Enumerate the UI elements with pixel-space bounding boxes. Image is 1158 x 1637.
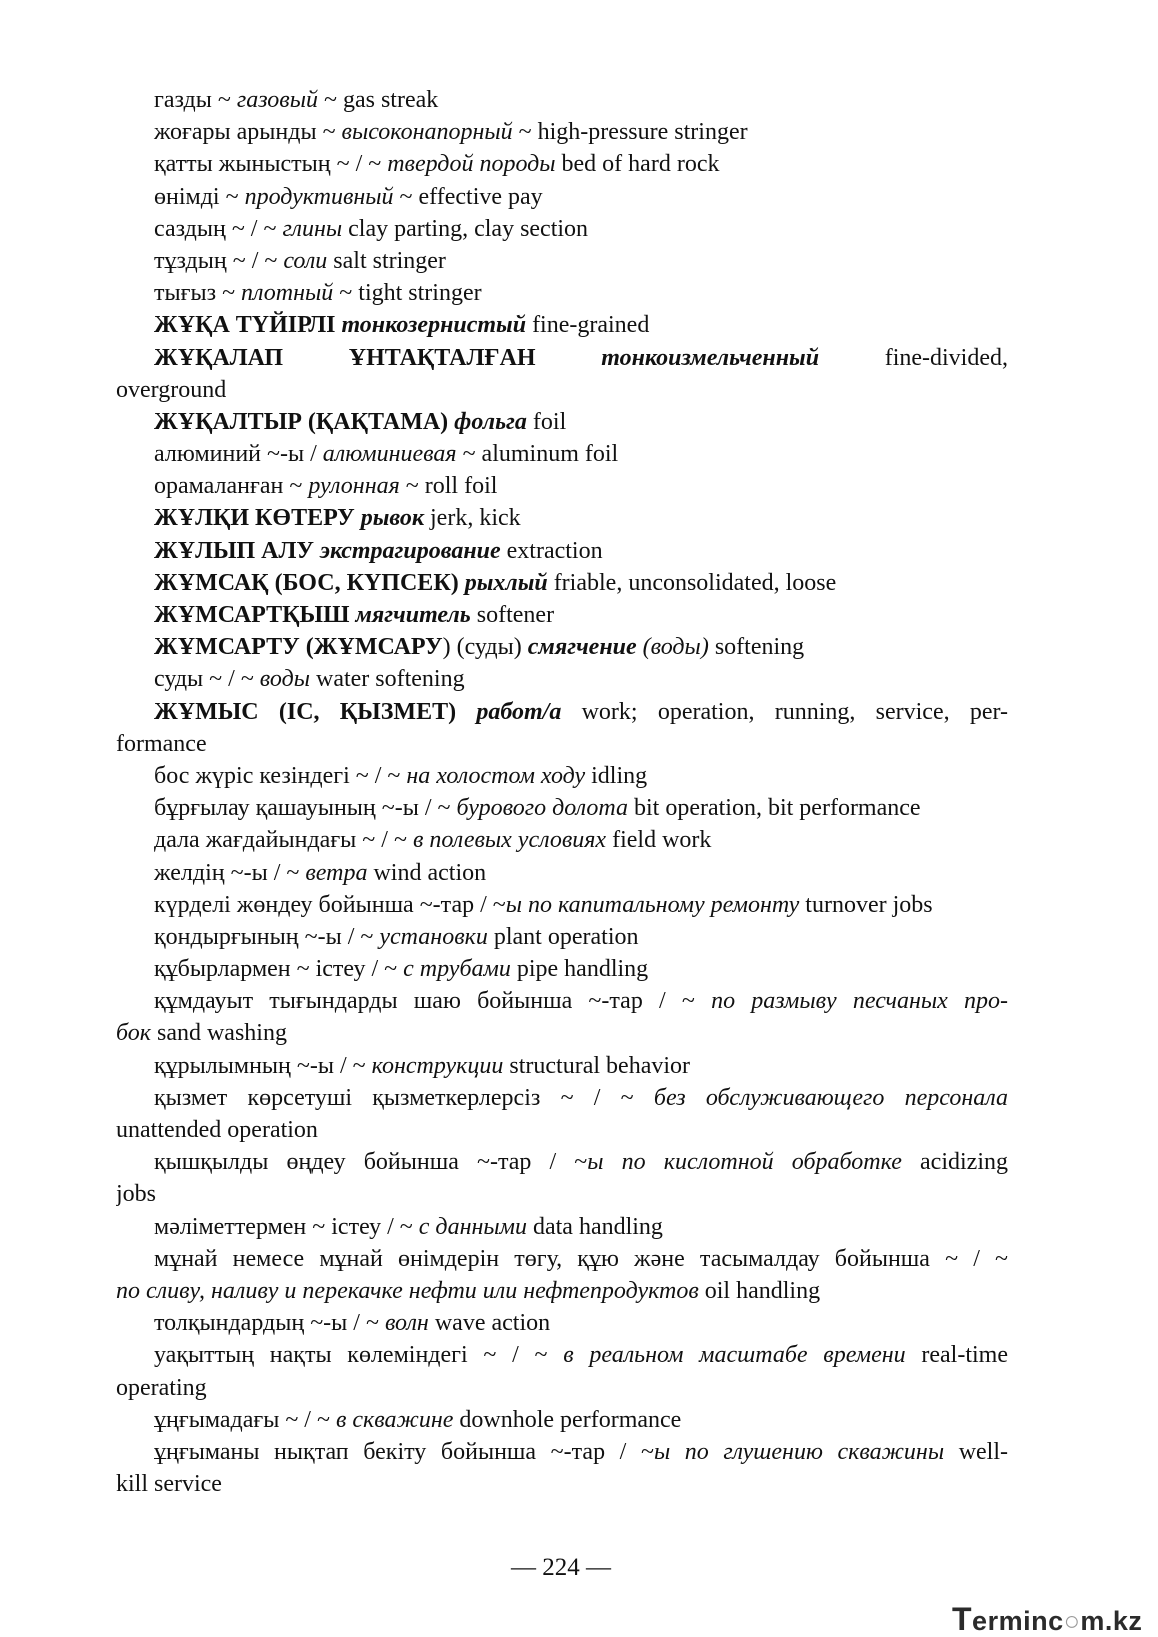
entry-text: salt stringer xyxy=(327,247,446,274)
headword: ЖҰЛҚИ КӨТЕРУ xyxy=(154,505,355,532)
entry-line xyxy=(116,567,1008,599)
entry-line xyxy=(116,1211,1008,1243)
entry-text: ұңғыманы нықтап бекіту бойынша ~-тар / ~ xyxy=(154,1438,654,1465)
russian-term: по сливу, наливу и перекачке нефти или нефтепродуктов xyxy=(116,1277,699,1304)
entry-text: bed of hard rock xyxy=(555,151,720,178)
entry-text: алюминий ~-ы / xyxy=(154,441,323,468)
entry-text xyxy=(456,699,476,725)
entry-text: тұздың ~ / ~ xyxy=(154,247,284,274)
entry-text: ~ aluminum foil xyxy=(456,441,619,468)
russian-term: плотный xyxy=(241,280,334,307)
entry-text: ~ high-pressure stringer xyxy=(512,119,748,146)
entry-line xyxy=(116,760,1008,792)
entry-line xyxy=(116,148,1008,180)
entry-text: extraction xyxy=(500,537,603,564)
entry-text: мәліметтермен ~ істеу / ~ xyxy=(154,1213,419,1240)
entry-text: plant operation xyxy=(487,923,639,950)
entry-text: дала жағдайындағы ~ / ~ xyxy=(154,827,413,854)
watermark-text-erminc: erminc xyxy=(972,1606,1064,1636)
russian-headword: рывок xyxy=(360,505,425,532)
entry-text: суды ~ / ~ xyxy=(154,666,260,693)
entry-text: idling xyxy=(585,762,648,789)
entry-line xyxy=(116,502,1008,534)
entry-text: work; operation, running, service, per- xyxy=(561,698,1008,725)
entry-line xyxy=(116,84,1008,116)
entry-text: өнімді ~ xyxy=(154,183,245,210)
entry-line xyxy=(116,696,1008,728)
entry-text: unattended operation xyxy=(116,1117,318,1143)
entry-line xyxy=(116,342,1008,374)
russian-headword: работ/а xyxy=(476,698,562,725)
entry-text xyxy=(283,345,349,371)
entry-line xyxy=(116,1436,1008,1468)
entry-text: acidizing xyxy=(901,1149,1008,1176)
entry-line xyxy=(116,309,1008,341)
russian-term: бок xyxy=(116,1020,151,1047)
entry-text: real-time xyxy=(905,1342,1008,1369)
russian-term: твердой породы xyxy=(387,151,556,178)
entry-text: oil handling xyxy=(698,1277,821,1304)
russian-term: бурового долота xyxy=(456,795,628,822)
entry-text: fine-grained xyxy=(526,312,650,339)
entry-text: құрылымның ~-ы / ~ xyxy=(154,1052,372,1079)
headword: ЖҰҚАЛАП xyxy=(154,344,284,371)
russian-term: газовый xyxy=(236,87,318,113)
russian-term: ы по кислотной обработке xyxy=(587,1149,902,1176)
entry-text: pipe handling xyxy=(510,956,649,983)
entry-line xyxy=(116,631,1008,663)
entry-line xyxy=(116,1178,1008,1210)
watermark-magnifier-icon: ○ xyxy=(1063,1606,1081,1636)
entry-text: formance xyxy=(116,730,207,757)
entry-text: sand washing xyxy=(150,1020,287,1047)
entry-line xyxy=(116,1017,1008,1049)
entry-line xyxy=(116,1050,1008,1082)
russian-term: продуктивный xyxy=(244,183,394,210)
entry-line xyxy=(116,728,1008,760)
entry-line xyxy=(116,792,1008,824)
entry-text: бос жүріс кезіндегі ~ / ~ xyxy=(154,762,407,789)
headword: ҰНТАҚТАЛҒАН xyxy=(348,344,536,371)
entry-line xyxy=(116,599,1008,631)
entry-text: ~ roll foil xyxy=(399,473,498,500)
entry-line xyxy=(116,535,1008,567)
headword: ЖҰҚА ТҮЙІРЛІ xyxy=(154,312,336,339)
russian-term: в полевых условиях xyxy=(412,827,607,854)
entry-line xyxy=(116,824,1008,856)
headword: ЖҰЛЫП АЛУ xyxy=(154,537,315,564)
entry-text: wind action xyxy=(367,859,487,886)
entry-text: data handling xyxy=(526,1213,663,1240)
russian-term: воды xyxy=(259,666,310,693)
entry-line xyxy=(116,406,1008,438)
entry-text: overground xyxy=(116,376,227,403)
entry-line xyxy=(116,245,1008,277)
entry-text: ұңғымадағы ~ / ~ xyxy=(154,1406,336,1433)
russian-term: в скважине xyxy=(335,1406,454,1433)
entry-line xyxy=(116,374,1008,406)
entry-text: jobs xyxy=(116,1181,157,1208)
watermark-text-mkz: m.kz xyxy=(1080,1606,1143,1636)
entry-text: құмдауыт тығындарды шаю бойынша ~-тар / ~ xyxy=(154,988,712,1015)
entry-text: fine-divided, xyxy=(819,344,1008,371)
russian-term: по размыву песчаных про- xyxy=(711,988,1008,1015)
entry-line xyxy=(116,1468,1008,1500)
page-number-value: 224 xyxy=(542,1554,580,1581)
entry-line xyxy=(116,1339,1008,1371)
entry-text: мұнай немесе мұнай өнімдерін төгу, құю және тасымалдау бойынша ~ / ~ xyxy=(154,1245,1008,1272)
russian-term: соли xyxy=(283,247,328,274)
entry-text: қызмет көрсетуші қызметкерлерсіз ~ / ~ xyxy=(154,1084,654,1111)
entry-text: құбырлармен ~ істеу / ~ xyxy=(154,956,404,983)
entry-text: field work xyxy=(606,827,712,854)
entry-line xyxy=(116,213,1008,245)
russian-term: ветра xyxy=(305,859,368,886)
entry-text: ~ effective pay xyxy=(393,183,543,210)
russian-headword: фольга xyxy=(454,408,527,435)
entry-line xyxy=(116,857,1008,889)
russian-term: ы по капитальному ремонту xyxy=(505,891,800,918)
russian-term: ы по глушению скважины xyxy=(653,1438,945,1465)
dictionary-entries xyxy=(116,84,1008,1500)
russian-term: с данными xyxy=(418,1213,527,1240)
entry-text: water softening xyxy=(309,666,465,693)
entry-text: clay parting, clay section xyxy=(342,215,589,242)
headword: ЖҰҚАЛТЫР (ҚАҚТАМА) xyxy=(154,408,449,435)
entry-text: ~ tight stringer xyxy=(333,280,482,307)
entry-text: қондырғының ~-ы / ~ xyxy=(154,923,380,950)
entry-text: ) (суды) xyxy=(442,634,528,661)
entry-line xyxy=(116,953,1008,985)
entry-text: жоғары арынды ~ xyxy=(154,119,342,146)
entry-line xyxy=(116,277,1008,309)
entry-text: орамаланған ~ xyxy=(154,473,309,500)
entry-text: wave action xyxy=(428,1310,551,1337)
entry-text: желдің ~-ы / ~ xyxy=(154,859,306,886)
entry-line xyxy=(116,1243,1008,1275)
entry-text: bit operation, bit performance xyxy=(628,795,921,822)
entry-text: саздың ~ / ~ xyxy=(154,215,283,242)
entry-text: well- xyxy=(944,1438,1008,1465)
headword: ЖҰМСАРТУ (ЖҰМСАРУ xyxy=(154,634,443,661)
headword: ЖҰМСАРТҚЫШ xyxy=(154,602,350,628)
russian-headword: рыхлый xyxy=(464,569,548,596)
entry-text: ~ gas streak xyxy=(317,87,439,113)
russian-headword: экстрагирование xyxy=(320,537,501,564)
russian-headword: тонкозернистый xyxy=(341,312,527,339)
entry-text: қышқылды өңдеу бойынша ~-тар / ~ xyxy=(154,1149,588,1176)
entry-line xyxy=(116,889,1008,921)
entry-text: downhole performance xyxy=(453,1406,682,1433)
russian-term: волн xyxy=(384,1310,429,1337)
entry-line xyxy=(116,1372,1008,1404)
entry-text: jerk, kick xyxy=(424,505,521,532)
entry-line xyxy=(116,470,1008,502)
page-number-dash-left: — xyxy=(511,1554,543,1581)
entry-text xyxy=(536,345,602,371)
entry-line xyxy=(116,1146,1008,1178)
russian-term: на холостом ходу xyxy=(406,762,586,789)
entry-line xyxy=(116,438,1008,470)
entry-text: softener xyxy=(470,602,555,628)
headword: ЖҰМСАҚ (БОС, КҮПСЕК) xyxy=(154,569,459,596)
entry-text: тығыз ~ xyxy=(154,280,242,307)
watermark-letter-t: T xyxy=(952,1601,973,1637)
russian-term: глины xyxy=(282,215,343,242)
entry-text: бұрғылау қашауының ~-ы / ~ xyxy=(154,795,457,822)
entry-line xyxy=(116,1082,1008,1114)
entry-text: friable, unconsolidated, loose xyxy=(547,569,837,596)
page-number xyxy=(0,1553,1122,1583)
entry-line xyxy=(116,1307,1008,1339)
russian-headword: смягчение xyxy=(527,634,637,661)
entry-text: толқындардың ~-ы / ~ xyxy=(154,1310,385,1337)
russian-headword: тонкоизмельченный xyxy=(601,344,820,371)
russian-term: конструкции xyxy=(371,1052,504,1079)
entry-line xyxy=(116,181,1008,213)
russian-term: высоконапорный xyxy=(341,119,513,146)
russian-headword: мягчитель xyxy=(355,602,471,628)
russian-term: алюминиевая xyxy=(322,441,457,468)
entry-text: газды ~ xyxy=(154,87,237,113)
entry-text: structural behavior xyxy=(503,1052,691,1079)
page-number-dash-right: — xyxy=(579,1554,611,1581)
entry-line xyxy=(116,1404,1008,1436)
entry-line xyxy=(116,1114,1008,1146)
entry-text: operating xyxy=(116,1374,207,1401)
russian-term: установки xyxy=(379,923,488,950)
entry-text: қатты жыныстың ~ / ~ xyxy=(154,151,388,178)
entry-line xyxy=(116,921,1008,953)
russian-term: с трубами xyxy=(403,956,511,983)
russian-term: рулонная xyxy=(308,473,400,500)
entry-line xyxy=(116,1275,1008,1307)
russian-term: без обслуживающего персонала xyxy=(653,1084,1008,1111)
entry-text: күрделі жөндеу бойынша ~-тар / ~ xyxy=(154,891,506,918)
russian-term: (воды) xyxy=(642,634,709,661)
entry-text: turnover jobs xyxy=(799,891,933,918)
entry-text: уақыттың нақты көлеміндегі ~ / ~ xyxy=(154,1342,564,1369)
headword: ЖҰМЫС (ІС, ҚЫЗМЕТ) xyxy=(154,698,457,725)
entry-text: foil xyxy=(526,408,567,435)
watermark-logo xyxy=(952,1601,1143,1637)
entry-line xyxy=(116,985,1008,1017)
entry-text: kill service xyxy=(116,1471,222,1498)
entry-line xyxy=(116,663,1008,695)
entry-text: softening xyxy=(708,634,805,661)
russian-term: в реальном масштабе времени xyxy=(563,1342,906,1369)
entry-line xyxy=(116,116,1008,148)
